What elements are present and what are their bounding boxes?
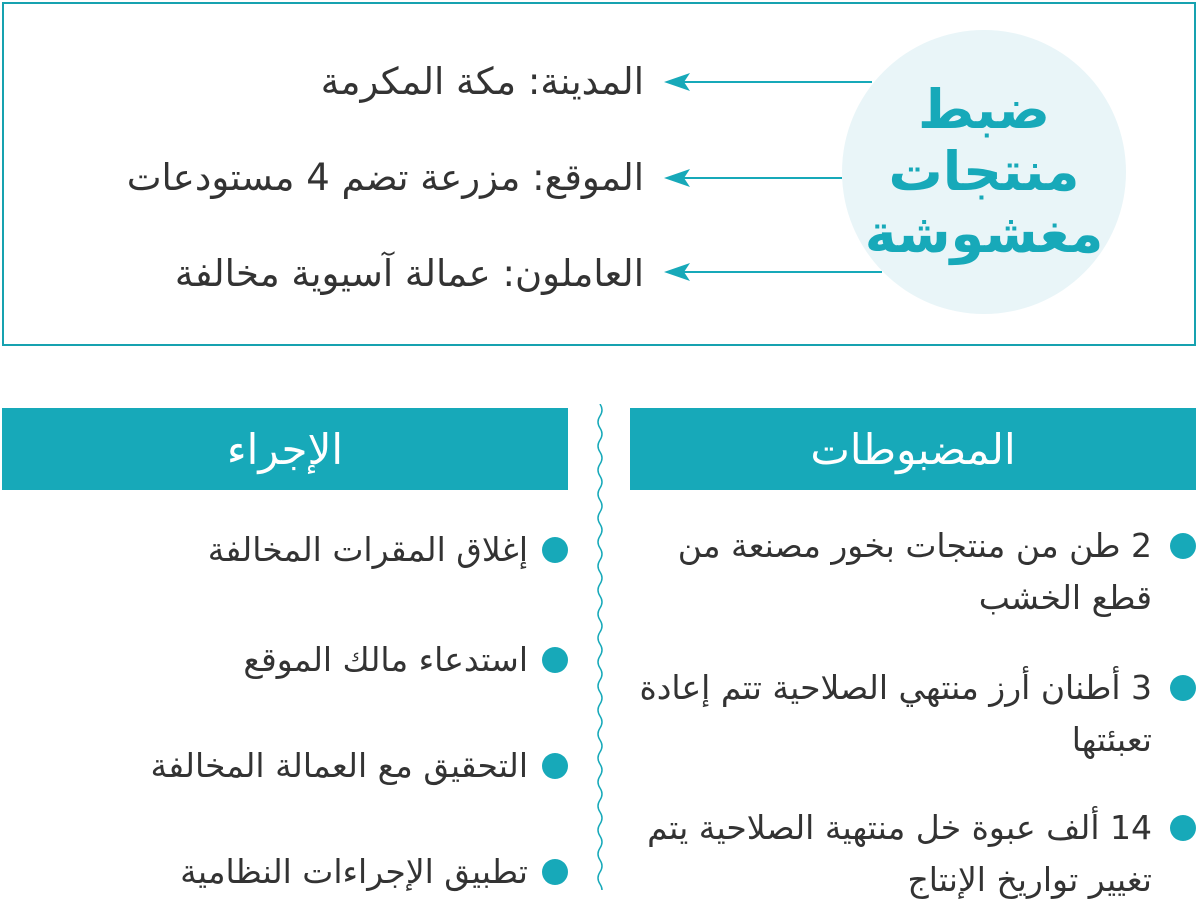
list-item — [0, 740, 568, 792]
arrow-left-icon — [662, 262, 884, 282]
action-item-1: إغلاق المقرات المخالفة — [207, 530, 528, 569]
list-item — [636, 662, 1196, 766]
arrow-left-icon — [662, 168, 844, 188]
title-line-2: منتجات — [888, 140, 1080, 203]
arrow-left-icon — [662, 72, 874, 92]
seized-item-1: 2 طن من منتجات بخور مصنعة من قطع الخشب — [677, 526, 1152, 617]
list-item — [0, 524, 568, 576]
fact-workers: العاملون: عمالة آسيوية مخالفة — [174, 251, 644, 295]
actions-header: الإجراء — [2, 408, 568, 490]
bullet-dot — [542, 859, 568, 885]
seized-item-2: 3 أطنان أرز منتهي الصلاحية تتم إعادة تعبئتها — [639, 668, 1152, 759]
bullet-dot — [1170, 815, 1196, 841]
seized-item-3: 14 ألف عبوة خل منتهية الصلاحية يتم تغيير تواريخ الإنتاج — [647, 808, 1152, 899]
bullet-dot — [542, 647, 568, 673]
fact-city: المدينة: مكة المكرمة — [320, 59, 644, 103]
list-item — [0, 846, 568, 898]
fact-location: الموقع: مزرعة تضم 4 مستودعات — [126, 155, 644, 199]
list-item — [636, 802, 1196, 906]
title-circle — [842, 30, 1126, 314]
title-line-1: ضبط — [917, 78, 1051, 141]
action-item-2: استدعاء مالك الموقع — [243, 640, 528, 679]
bullet-dot — [1170, 533, 1196, 559]
bullet-dot — [542, 537, 568, 563]
bullet-dot — [542, 753, 568, 779]
title-line-3: مغشوشة — [864, 202, 1104, 265]
list-item — [0, 634, 568, 686]
bullet-dot — [1170, 675, 1196, 701]
action-item-4: تطبيق الإجراءات النظامية — [180, 852, 528, 891]
wavy-divider — [590, 404, 610, 890]
seized-header: المضبوطات — [630, 408, 1196, 490]
action-item-3: التحقيق مع العمالة المخالفة — [150, 746, 528, 785]
list-item — [636, 520, 1196, 624]
